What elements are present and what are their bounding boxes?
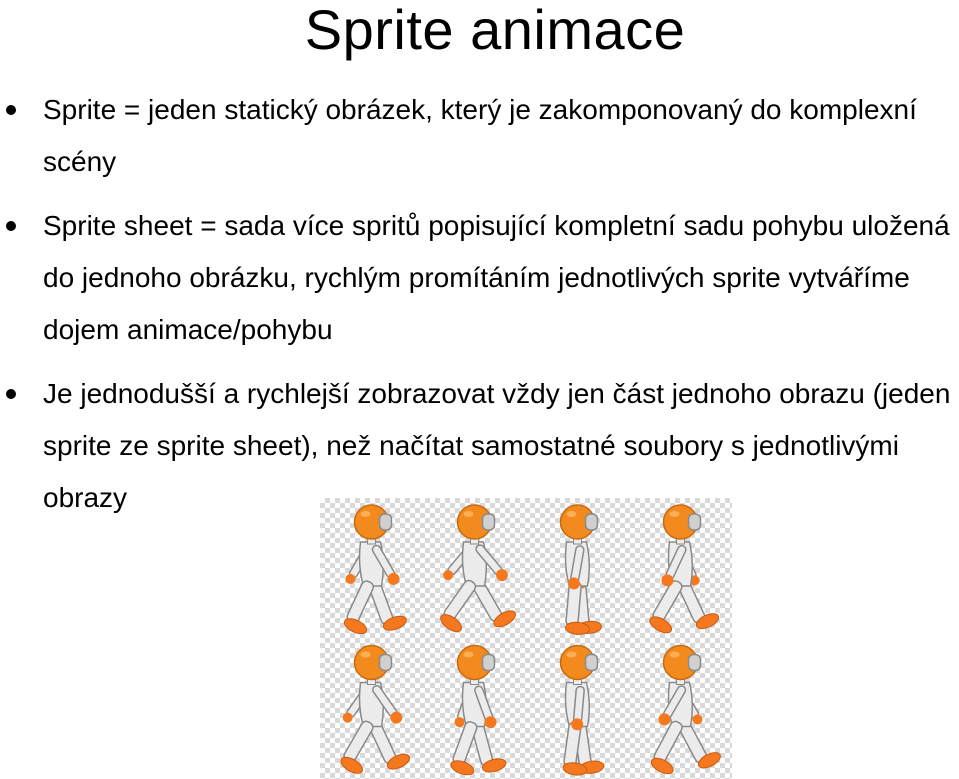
bullet-text: Sprite sheet = sada více spritů popisující kompletní sadu pohybu uložená do jednoho obrázku, rychlým promítáním jednotlivých sprite vytváříme dojem animace/pohybu [43, 210, 950, 345]
slide-title: Sprite animace [304, 0, 686, 61]
head-shine [464, 652, 474, 658]
bullet-text: Je jednodušší a rychlejší zobrazovat vždy jen část jednoho obrazu (jeden sprite ze sprite sheet), než načítat samostatné soubory s jednotlivými obrazy [43, 378, 951, 513]
sprite-frame [647, 505, 720, 636]
head-shine [361, 511, 371, 517]
visor [483, 655, 495, 671]
bullet-item [0, 84, 959, 188]
visor [689, 655, 701, 671]
bullet-dot-icon [6, 221, 16, 231]
head-shine [464, 511, 474, 517]
sprite-sheet-graphic [320, 498, 732, 779]
head-shine [567, 511, 577, 517]
bullet-dot-icon [6, 389, 16, 399]
sprite-frame [338, 646, 411, 777]
front-leg [565, 581, 593, 635]
head-shine [567, 652, 577, 658]
sprite-frame [449, 646, 507, 778]
bullet-dot-icon [6, 105, 16, 115]
visor [380, 655, 392, 671]
sprite-frame [342, 505, 408, 637]
head-shine [361, 652, 371, 658]
sprite-frame [561, 646, 605, 777]
sprite-sheet-image [320, 498, 732, 779]
visor [586, 514, 598, 530]
bullet-text: Sprite = jeden statický obrázek, který je zakomponovaný do komplexní scény [43, 94, 917, 177]
bullet-item [0, 200, 959, 356]
sprite-frame [649, 646, 723, 777]
head-shine [670, 511, 680, 517]
bullet-list [0, 84, 959, 536]
visor [380, 514, 392, 530]
visor [689, 514, 701, 530]
visor [586, 655, 598, 671]
head-shine [670, 652, 680, 658]
sprite-frame [561, 505, 602, 635]
sprite-frame [438, 505, 518, 635]
visor [483, 514, 495, 530]
